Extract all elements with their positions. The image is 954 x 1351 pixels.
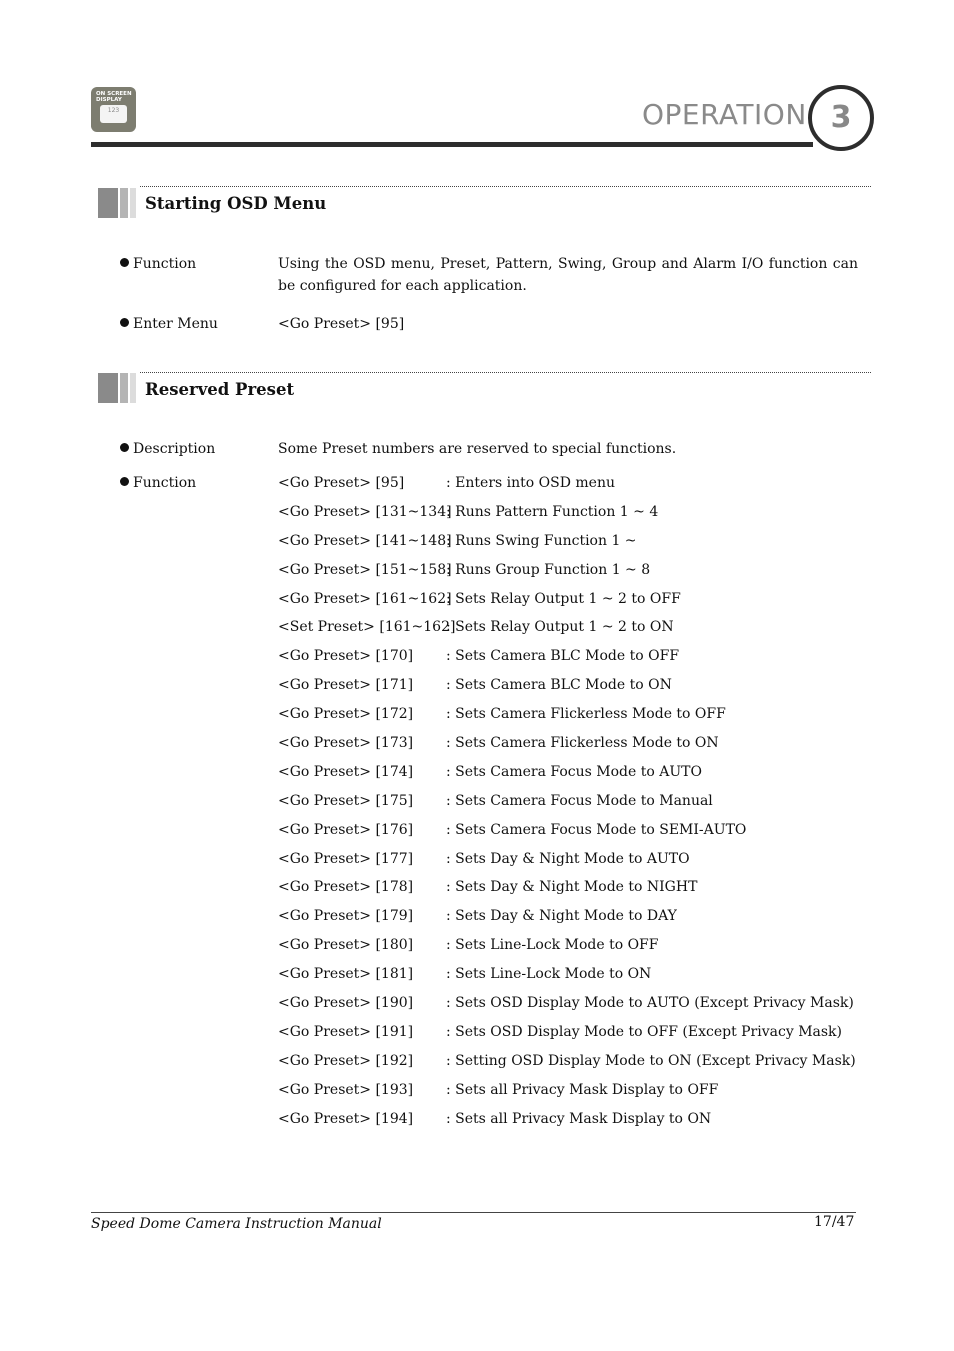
preset-command: <Go Preset> [141~148]	[278, 532, 452, 549]
preset-command: <Go Preset> [176]	[278, 821, 414, 838]
preset-description: : Sets all Privacy Mask Display to OFF	[446, 1081, 719, 1098]
logo-line2: DISPLAY	[96, 97, 122, 103]
chapter-title: OPERATION	[642, 98, 807, 131]
preset-command: <Go Preset> [192]	[278, 1052, 414, 1069]
preset-command: <Set Preset> [161~162]	[278, 619, 456, 636]
preset-command: <Go Preset> [172]	[278, 706, 414, 723]
preset-command: <Go Preset> [174]	[278, 763, 414, 780]
preset-command: <Go Preset> [180]	[278, 937, 414, 954]
function-description: Using the OSD menu, Preset, Pattern, Swing, Group and Alarm I/O function can be configured for each application.	[278, 256, 858, 294]
enter-menu-label: Enter Menu	[120, 313, 218, 335]
footer-rule	[91, 1212, 856, 1213]
preset-description: : Sets Day & Night Mode to NIGHT	[446, 879, 698, 896]
preset-description: : Sets OSD Display Mode to AUTO (Except Privacy Mask)	[446, 995, 854, 1012]
preset-description: : Sets Relay Output 1 ~ 2 to ON	[446, 619, 674, 636]
preset-description: : Sets Camera BLC Mode to ON	[446, 677, 672, 694]
preset-command: <Go Preset> [170]	[278, 648, 414, 665]
preset-description: : Sets Camera BLC Mode to OFF	[446, 648, 680, 665]
logo-screen: 123	[100, 105, 127, 123]
section-title-reserved-preset: Reserved Preset	[145, 380, 295, 399]
function-label: Function	[120, 253, 196, 275]
description-label: Description	[120, 438, 215, 460]
logo-line1: ON SCREEN	[96, 91, 132, 97]
preset-description: : Sets Relay Output 1 ~ 2 to OFF	[446, 590, 681, 607]
bullet-icon	[120, 318, 129, 327]
preset-command: <Go Preset> [171]	[278, 677, 414, 694]
header-rule	[91, 142, 813, 147]
chapter-number: 3	[830, 100, 852, 135]
preset-command: <Go Preset> [95]	[278, 475, 405, 491]
preset-command: <Go Preset> [178]	[278, 879, 414, 896]
section-marker-icon	[98, 373, 138, 403]
preset-description: : Sets Line-Lock Mode to ON	[446, 966, 652, 983]
preset-description: : Sets Camera Flickerless Mode to OFF	[446, 706, 726, 723]
preset-command: <Go Preset> [181]	[278, 966, 414, 983]
preset-description: : Enters into OSD menu	[446, 475, 615, 491]
description-text: Some Preset numbers are reserved to special functions.	[278, 441, 677, 457]
preset-command: <Go Preset> [177]	[278, 850, 414, 867]
footer-page-number: 17/47	[814, 1214, 855, 1230]
preset-description: : Sets Day & Night Mode to DAY	[446, 908, 677, 925]
preset-description: : Sets Day & Night Mode to AUTO	[446, 850, 690, 867]
preset-command: <Go Preset> [179]	[278, 908, 414, 925]
bullet-icon	[120, 443, 129, 452]
section-marker-icon	[98, 188, 138, 218]
section-divider	[140, 372, 871, 373]
bullet-icon	[120, 258, 129, 267]
section-title-starting-osd: Starting OSD Menu	[145, 194, 327, 213]
preset-description: : Sets Camera Flickerless Mode to ON	[446, 735, 719, 752]
preset-description: : Runs Swing Function 1 ~	[446, 532, 637, 549]
preset-command: <Go Preset> [190]	[278, 995, 414, 1012]
preset-command: <Go Preset> [194]	[278, 1110, 414, 1127]
preset-description: : Runs Group Function 1 ~ 8	[446, 561, 651, 578]
preset-command: <Go Preset> [173]	[278, 735, 414, 752]
reserved-function-label: Function	[120, 472, 196, 494]
preset-description: : Sets Line-Lock Mode to OFF	[446, 937, 659, 954]
preset-description: : Runs Pattern Function 1 ~ 4	[446, 503, 659, 520]
preset-command: <Go Preset> [161~162]	[278, 590, 452, 607]
osd-logo-icon	[91, 87, 136, 132]
preset-description: : Sets OSD Display Mode to OFF (Except Privacy Mask)	[446, 1023, 842, 1040]
preset-description: : Sets Camera Focus Mode to AUTO	[446, 763, 702, 780]
footer-manual-title: Speed Dome Camera Instruction Manual	[91, 1216, 382, 1232]
preset-command: <Go Preset> [131~134]	[278, 503, 452, 520]
preset-description: : Setting OSD Display Mode to ON (Except Privacy Mask)	[446, 1052, 856, 1069]
bullet-icon	[120, 477, 129, 486]
chapter-number-badge	[808, 85, 874, 151]
preset-description: : Sets Camera Focus Mode to Manual	[446, 792, 713, 809]
enter-menu-value: <Go Preset> [95]	[278, 316, 405, 332]
preset-command: <Go Preset> [191]	[278, 1023, 414, 1040]
preset-description: : Sets Camera Focus Mode to SEMI-AUTO	[446, 821, 747, 838]
preset-description: : Sets all Privacy Mask Display to ON	[446, 1110, 712, 1127]
section-divider	[140, 186, 871, 187]
preset-command: <Go Preset> [151~158]	[278, 561, 452, 578]
preset-command: <Go Preset> [175]	[278, 792, 414, 809]
preset-command: <Go Preset> [193]	[278, 1081, 414, 1098]
